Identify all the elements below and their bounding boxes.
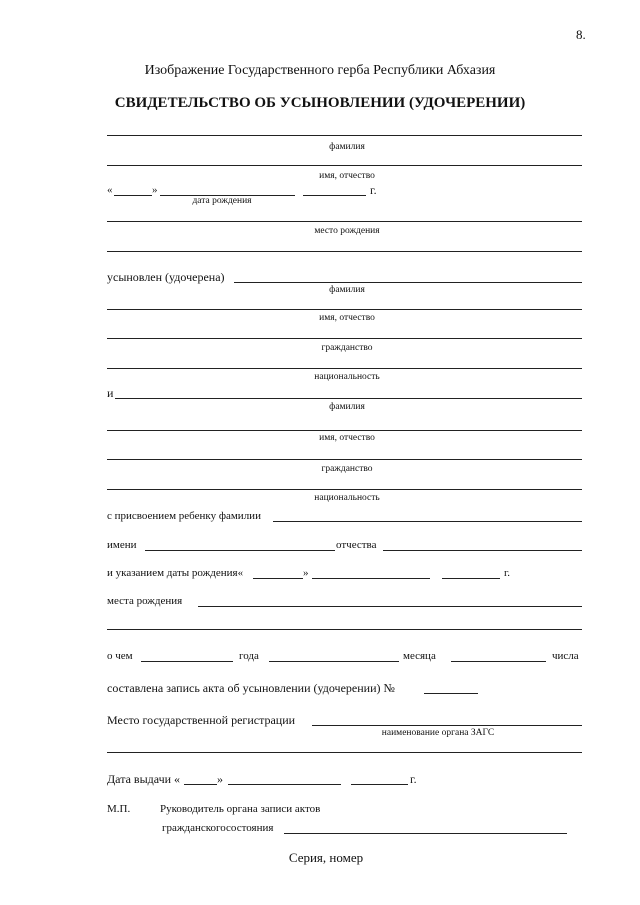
document-title: СВИДЕТЕЛЬСТВО ОБ УСЫНОВЛЕНИИ (УДОЧЕРЕНИИ) (114, 95, 526, 111)
birth-year-line[interactable] (303, 195, 366, 196)
record-number-line[interactable] (424, 693, 478, 694)
new-birth-month-line[interactable] (312, 578, 430, 579)
page-number: 8. (576, 27, 586, 42)
record-label: составлена запись акта об усыновлении (удочерении) № (107, 681, 395, 695)
name-line[interactable] (107, 165, 582, 166)
patronymic-label: отчества (336, 539, 377, 551)
registration-place-label: Место государственной регистрации (107, 713, 296, 727)
name-caption: имя, отчество (319, 171, 375, 181)
patronymic-line[interactable] (383, 550, 582, 551)
quote-close-3: » (217, 772, 223, 786)
adopter2-citizenship-caption: гражданство (321, 464, 373, 474)
adopter2-nationality-line[interactable] (107, 489, 582, 490)
birth-place-caption: место рождения (314, 226, 380, 236)
adopted-label: усыновлен (удочерена) (107, 270, 225, 284)
adopter1-citizenship-line[interactable] (107, 338, 582, 339)
registration-place-line[interactable] (312, 725, 582, 726)
stamp-label: М.П. (107, 803, 131, 815)
surname-caption: фамилия (329, 142, 365, 152)
assigned-surname-line[interactable] (273, 521, 582, 522)
birth-place-line-2[interactable] (107, 251, 582, 252)
adopter2-name-caption: имя, отчество (319, 433, 375, 443)
adopter1-nationality-line[interactable] (107, 368, 582, 369)
adopter2-nationality-caption: национальность (314, 493, 380, 503)
registration-place-line-2[interactable] (107, 752, 582, 753)
new-birth-day-line[interactable] (253, 578, 303, 579)
and-label: и (107, 386, 114, 400)
year-suffix-2: г. (504, 567, 511, 579)
year-suffix: г. (370, 183, 377, 197)
surname-line[interactable] (107, 135, 582, 136)
birth-date-indication-label: и указанием даты рождения« (107, 567, 244, 579)
record-year-line[interactable] (141, 661, 233, 662)
adopter2-surname-caption: фамилия (329, 402, 365, 412)
adopter1-citizenship-caption: гражданство (321, 343, 373, 353)
adopter1-surname-caption: фамилия (329, 285, 365, 295)
series-number-label: Серия, номер (288, 850, 364, 865)
emblem-caption: Изображение Государственного герба Республики Абхазия (144, 63, 496, 78)
record-day-line[interactable] (451, 661, 546, 662)
issue-year-line[interactable] (351, 784, 408, 785)
new-birth-place-line-2[interactable] (107, 629, 582, 630)
first-name-label: имени (107, 539, 137, 551)
month-label: месяца (403, 650, 436, 662)
issue-date-label: Дата выдачи « (107, 772, 181, 786)
quote-open: « (107, 184, 113, 196)
about-label: о чем (107, 650, 133, 662)
adopter1-name-line[interactable] (107, 309, 582, 310)
record-month-line[interactable] (269, 661, 399, 662)
assigned-surname-label: с присвоением ребенку фамилии (107, 510, 261, 522)
signature-line[interactable] (284, 833, 567, 834)
birth-place-line[interactable] (107, 221, 582, 222)
new-birth-year-line[interactable] (442, 578, 500, 579)
registry-office-caption: наименование органа ЗАГС (381, 728, 495, 738)
head-label-line2: гражданскогосостояния (162, 822, 274, 834)
quote-close-2: » (303, 567, 309, 579)
adopter1-name-caption: имя, отчество (319, 313, 375, 323)
first-name-line[interactable] (145, 550, 335, 551)
new-birth-place-line[interactable] (198, 606, 582, 607)
adopter2-surname-line[interactable] (115, 398, 582, 399)
day-label: числа (552, 650, 579, 662)
adopter2-citizenship-line[interactable] (107, 459, 582, 460)
adopter1-surname-line[interactable] (234, 282, 582, 283)
quote-close: » (152, 184, 158, 196)
birth-date-caption: дата рождения (192, 196, 252, 206)
year-label: года (239, 650, 259, 662)
issue-month-line[interactable] (228, 784, 341, 785)
adopter2-name-line[interactable] (107, 430, 582, 431)
issue-day-line[interactable] (184, 784, 217, 785)
new-birth-place-label: места рождения (107, 595, 183, 607)
year-suffix-3: г. (410, 772, 417, 786)
head-label-line1: Руководитель органа записи актов (160, 803, 321, 815)
adopter1-nationality-caption: национальность (314, 372, 380, 382)
birth-day-line[interactable] (114, 195, 152, 196)
